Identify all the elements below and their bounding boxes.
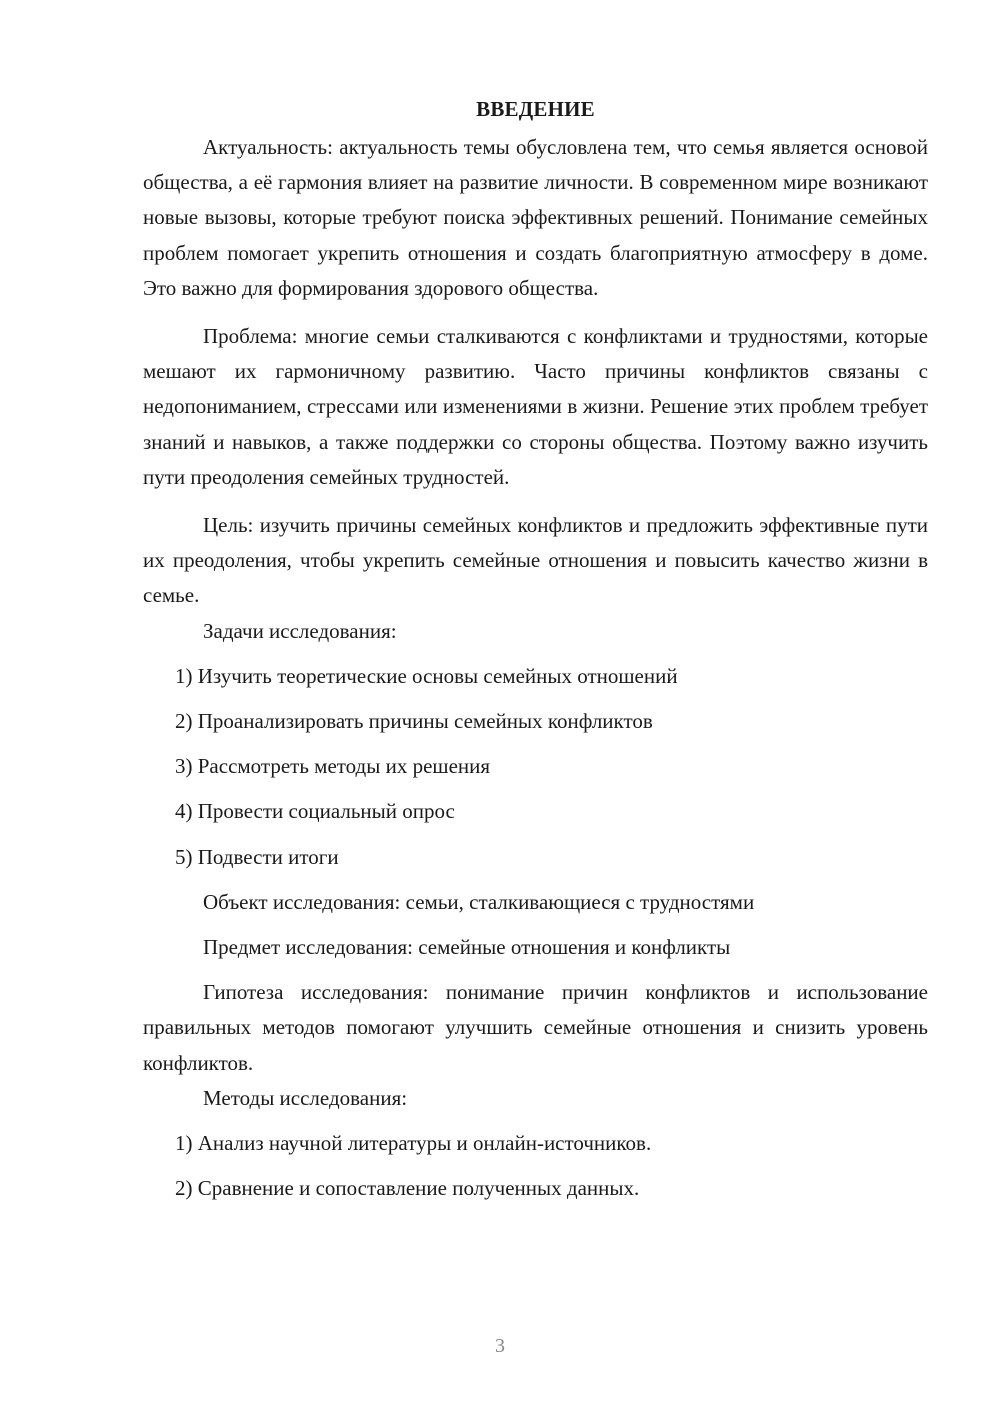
document-page	[143, 94, 928, 1206]
methods-list	[143, 1126, 928, 1206]
tasks-list	[143, 659, 928, 875]
tasks-heading: Задачи исследования:	[203, 618, 397, 643]
methods-heading: Методы исследования:	[203, 1085, 408, 1110]
list-item: 4) Провести социальный опрос	[175, 799, 455, 824]
list-item: 2) Сравнение и сопоставление полученных данных.	[175, 1176, 640, 1201]
hypothesis-paragraph: Гипотеза исследования: понимание причин конфликтов и использование правильных методов помогают улучшить семейные отношения и снизить уровень конфликтов.	[143, 980, 928, 1075]
page-number: 3	[495, 1335, 505, 1357]
list-item: 2) Проанализировать причины семейных конфликтов	[175, 709, 653, 734]
list-item: 1) Анализ научной литературы и онлайн-источников.	[175, 1131, 652, 1156]
list-item: 5) Подвести итоги	[175, 844, 339, 869]
goal-paragraph: Цель: изучить причины семейных конфликтов и предложить эффективные пути их преодоления, чтобы укрепить семейные отношения и повысить качество жизни в семье.	[143, 513, 928, 608]
list-item: 1) Изучить теоретические основы семейных отношений	[175, 663, 678, 688]
relevance-paragraph: Актуальность: актуальность темы обусловлена тем, что семья является основой общества, а её гармония влияет на развитие личности. В современном мире возникают новые вызовы, которые требуют поиска эффективных решений. Понимание семейных проблем помогает укрепить отношения и создать благоприятную атмосферу в доме. Это важно для формирования здорового общества.	[143, 135, 928, 300]
page-title: ВВЕДЕНИЕ	[476, 97, 595, 121]
subject-line: Предмет исследования: семейные отношения и конфликты	[203, 935, 731, 960]
object-line: Объект исследования: семьи, сталкивающиеся с трудностями	[203, 889, 755, 914]
list-item: 3) Рассмотреть методы их решения	[175, 754, 491, 779]
problem-paragraph: Проблема: многие семьи сталкиваются с конфликтами и трудностями, которые мешают их гармоничному развитию. Часто причины конфликтов связаны с недопониманием, стрессами или изменениями в жизни. Решение этих проблем требует знаний и навыков, а также поддержки со стороны общества. Поэтому важно изучить пути преодоления семейных трудностей.	[143, 324, 928, 489]
